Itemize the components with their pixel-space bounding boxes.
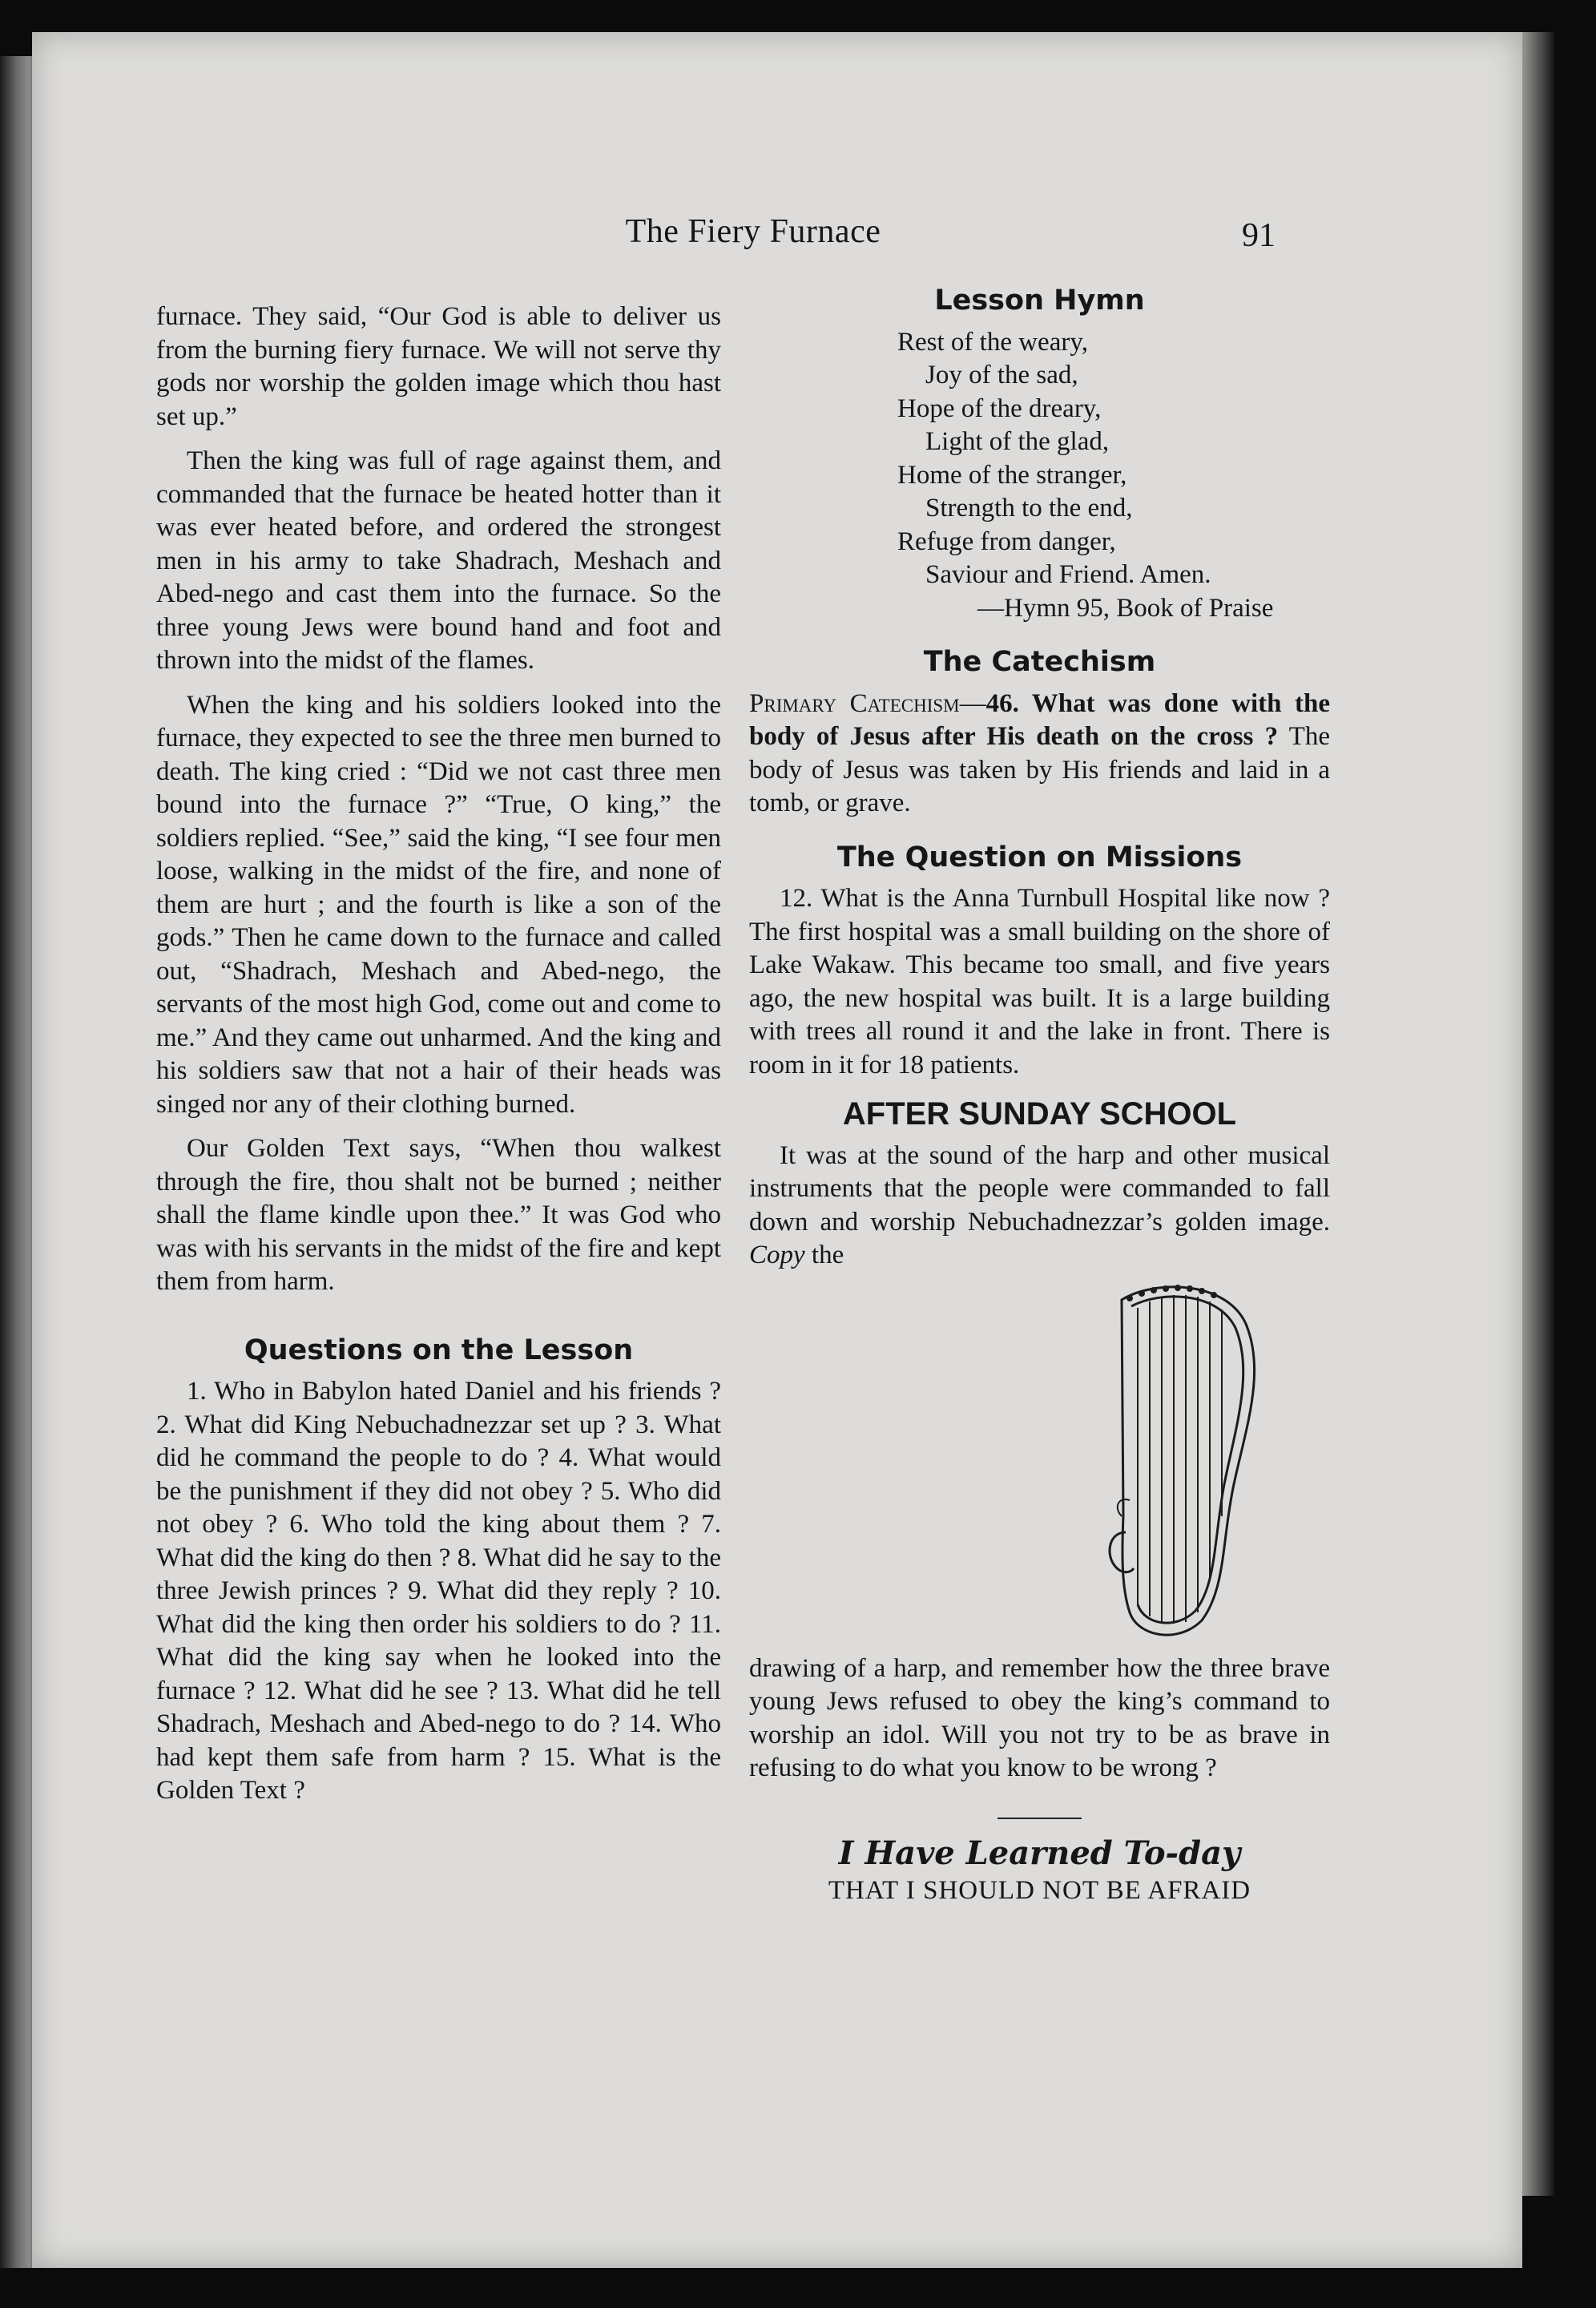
learned-today-text: THAT I SHOULD NOT BE AFRAID <box>828 1876 1251 1905</box>
hymn-line: Light of the glad, <box>925 427 1110 456</box>
after-text <box>749 1140 1330 1273</box>
running-header-title: The Fiery Furnace <box>625 213 881 250</box>
hymn-source: —Hymn 95, Book of Praise <box>977 593 1274 623</box>
missions-heading: The Question on Missions <box>836 841 1243 874</box>
hymn-line: Refuge from danger, <box>897 527 1116 556</box>
hymn-line: Joy of the sad, <box>925 361 1078 389</box>
page-number: 91 <box>1242 217 1276 254</box>
harp-icon <box>1106 1276 1266 1644</box>
after-text-part: It was at the sound of the harp and other musical instruments that the people were commanded to fall down and worship Nebuchadnezzar’s golden image. <box>749 1140 1330 1237</box>
story-paragraph: Then the king was full of rage against them, and commanded that the furnace be heated hotter than it was ever heated before, and ordered the strongest men in his army to take Shadrach, Meshach and Abed-nego and cast them into the furnace. So the three young Jews were bound hand and foot and thrown into the midst of the flames. <box>156 446 721 675</box>
hymn-line: Home of the stranger, <box>897 460 1127 490</box>
copy-word: Copy <box>749 1241 805 1269</box>
hymn-heading: Lesson Hymn <box>934 284 1145 317</box>
catechism-answer: The body of Jesus was taken by His friends and laid in a tomb, or grave. <box>749 722 1330 817</box>
after-text-continued: drawing of a harp, and remember how the three brave young Jews refused to obey the king’s command to worship an idol. Will you not try to be as brave in refusing to do what you know to be wrong ? <box>749 1653 1330 1782</box>
right-column <box>749 284 1330 1908</box>
hymn-line: Rest of the weary, <box>897 327 1088 357</box>
questions-heading: Questions on the Lesson <box>244 1334 634 1366</box>
questions-text: 1. Who in Babylon hated Daniel and his friends ? 2. What did King Nebuchadnezzar set up ? 3. What did he command the people to do ? 4. What would be the punishment if they did not obey ? 5. Who did not obey ? 6. Who told the king about them ? 7. What did the king do then ? 8. What did he say to the three Jewish princes ? 9. What did they reply ? 10. What did the king then order his soldiers to do ? 11. What did the king say when he looked into the furnace ? 12. What did he see ? 13. What did he tell Shadrach, Meshach and Abed-nego to do ? 14. Who had kept them safe from harm ? 15. What is the Golden Text ? <box>156 1377 721 1805</box>
missions-text: 12. What is the Anna Turnbull Hospital like now ? The first hospital was a small building on the shore of Lake Wakaw. This became too small, and five years ago, the new hospital was built. It is a large building with trees all round it and the lake in front. There is room in it for 18 patients. <box>749 884 1330 1079</box>
hymn-line: Saviour and Friend. Amen. <box>925 560 1211 589</box>
after-sunday-school-heading: AFTER SUNDAY SCHOOL <box>842 1096 1237 1132</box>
story-paragraph: furnace. They said, “Our God is able to deliver us from the burning fiery furnace. We will not serve thy gods nor worship the golden image which thou hast set up.” <box>156 302 721 431</box>
book-page <box>32 32 1522 2268</box>
hymn-line: Strength to the end, <box>925 494 1133 523</box>
left-column <box>156 301 721 1819</box>
catechism-question: 46. What was done with the body of Jesus after His death on the cross ? <box>749 688 1330 751</box>
catechism-heading: The Catechism <box>923 646 1156 678</box>
learned-today-heading: I Have Learned To-day <box>838 1834 1241 1872</box>
hymn-lines <box>749 326 1330 592</box>
divider-rule <box>998 1818 1082 1819</box>
catechism-label: Primary Catechism— <box>749 688 986 718</box>
story-paragraph: When the king and his soldiers looked into the furnace, they expected to see the three men burned to death. The king cried : “Did we not cast three men bound into the furnace ?” “True, O king,” the soldiers replied. “See,” said the king, “I see four men loose, walking in the midst of the fire, and none of them are hurt ; and the fourth is like a son of the gods.” Then he came down to the furnace and called out, “Shadrach, Meshach and Abed-nego, the servants of the most high God, come out and come to me.” And they came out unharmed. And the king and his soldiers saw that not a hair of their heads was singed nor any of their clothing burned. <box>156 690 721 1119</box>
story-paragraph: Our Golden Text says, “When thou walkest through the fire, thou shalt not be burned ; neither shall the flame kindle upon thee.” It was God who was with his servants in the midst of the fire and kept them from harm. <box>156 1134 721 1296</box>
hymn-line: Hope of the dreary, <box>897 393 1102 423</box>
harp-drawing <box>749 1276 1330 1652</box>
catechism-text <box>749 688 1330 821</box>
after-text-part: the <box>804 1241 844 1269</box>
